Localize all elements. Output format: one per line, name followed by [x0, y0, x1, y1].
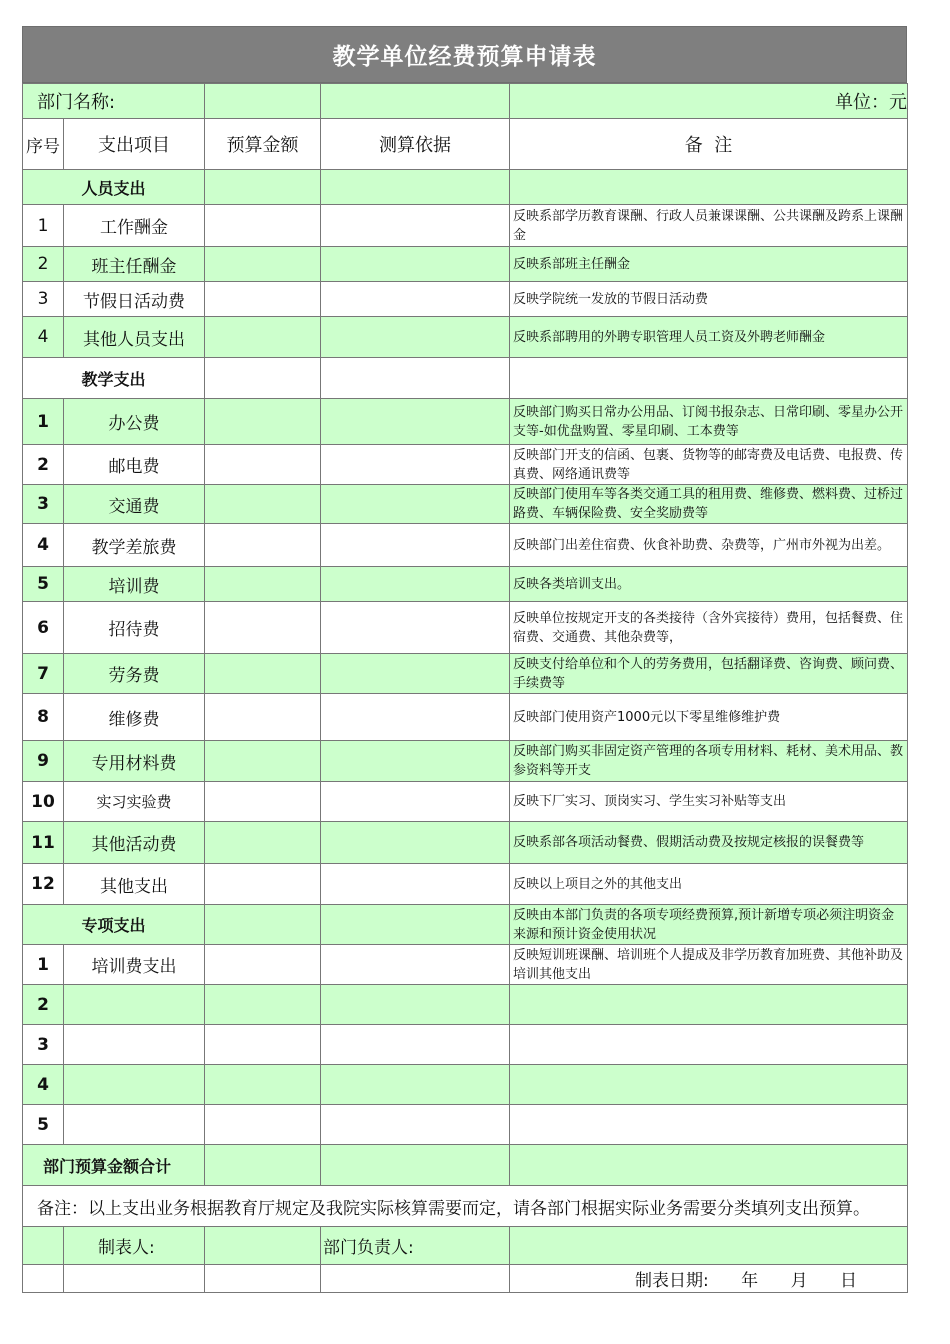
remark-row	[23, 1186, 908, 1227]
row-number: 4	[23, 317, 64, 358]
row-number: 1	[23, 945, 64, 985]
basis-cell[interactable]	[321, 1065, 510, 1105]
amount-cell[interactable]	[205, 694, 321, 741]
row-item: 其他活动费	[64, 822, 205, 864]
row-note	[510, 1025, 908, 1065]
row-number: 5	[23, 567, 64, 602]
date-row	[23, 1265, 908, 1293]
amount-cell[interactable]	[205, 945, 321, 985]
row-item: 培训费支出	[64, 945, 205, 985]
amount-cell[interactable]	[205, 1105, 321, 1145]
row-number: 3	[23, 1025, 64, 1065]
section-special: 专项支出	[23, 905, 205, 945]
sheet-title: 教学单位经费预算申请表	[22, 26, 907, 83]
row-number: 8	[23, 694, 64, 741]
amount-cell[interactable]	[205, 358, 321, 399]
amount-cell[interactable]	[205, 822, 321, 864]
teaching-rows	[23, 399, 908, 905]
row-item: 劳务费	[64, 654, 205, 694]
amount-cell[interactable]	[205, 602, 321, 654]
row-number: 1	[23, 205, 64, 247]
section-row-personnel	[23, 170, 908, 205]
table-row	[23, 205, 908, 247]
basis-cell[interactable]	[321, 1025, 510, 1065]
row-number: 9	[23, 741, 64, 782]
row-note: 反映各类培训支出。	[510, 567, 908, 602]
row-number: 11	[23, 822, 64, 864]
row-note	[510, 985, 908, 1025]
basis-cell[interactable]	[321, 741, 510, 782]
basis-cell[interactable]	[321, 485, 510, 524]
row-number: 4	[23, 1065, 64, 1105]
amount-cell[interactable]	[205, 205, 321, 247]
table-row	[23, 654, 908, 694]
row-number: 3	[23, 485, 64, 524]
amount-cell[interactable]	[205, 282, 321, 317]
section-row-teaching	[23, 358, 908, 399]
amount-cell[interactable]	[205, 1065, 321, 1105]
basis-cell[interactable]	[321, 205, 510, 247]
row-number: 10	[23, 782, 64, 822]
basis-cell[interactable]	[321, 985, 510, 1025]
amount-cell[interactable]	[205, 864, 321, 905]
table-row	[23, 782, 908, 822]
amount-cell[interactable]	[205, 1025, 321, 1065]
amount-cell[interactable]	[205, 905, 321, 945]
date-blank	[321, 1265, 510, 1293]
signature-blank	[23, 1227, 64, 1265]
amount-cell[interactable]	[205, 485, 321, 524]
header-amount: 预算金额	[205, 119, 321, 170]
row-item: 邮电费	[64, 445, 205, 485]
table-row	[23, 485, 908, 524]
total-label: 部门预算金额合计	[23, 1145, 205, 1186]
preparer-value[interactable]	[205, 1227, 321, 1265]
table-row	[23, 399, 908, 445]
row-item: 维修费	[64, 694, 205, 741]
row-item: 节假日活动费	[64, 282, 205, 317]
special-rows	[23, 945, 908, 1145]
amount-cell[interactable]	[205, 782, 321, 822]
basis-cell[interactable]	[321, 864, 510, 905]
row-note: 反映系部各项活动餐费、假期活动费及按规定核报的误餐费等	[510, 822, 908, 864]
row-item: 其他支出	[64, 864, 205, 905]
section-teaching: 教学支出	[23, 358, 205, 399]
row-number: 12	[23, 864, 64, 905]
table-row	[23, 602, 908, 654]
dept-value-cell[interactable]	[321, 84, 510, 119]
amount-cell[interactable]	[205, 247, 321, 282]
budget-sheet	[22, 26, 907, 1293]
row-item: 班主任酬金	[64, 247, 205, 282]
amount-cell[interactable]	[205, 317, 321, 358]
table-row	[23, 524, 908, 567]
amount-cell[interactable]	[205, 985, 321, 1025]
dept-row	[23, 84, 908, 119]
row-number: 4	[23, 524, 64, 567]
basis-cell[interactable]	[321, 782, 510, 822]
date-blank	[64, 1265, 205, 1293]
row-note: 反映系部班主任酬金	[510, 247, 908, 282]
total-basis-cell[interactable]	[321, 1145, 510, 1186]
unit-label: 单位：元	[510, 84, 908, 119]
basis-cell[interactable]	[321, 822, 510, 864]
section-row-special	[23, 905, 908, 945]
basis-cell[interactable]	[321, 170, 510, 205]
row-note: 反映部门出差住宿费、伙食补助费、杂费等，广州市外视为出差。	[510, 524, 908, 567]
row-item: 其他人员支出	[64, 317, 205, 358]
row-number: 6	[23, 602, 64, 654]
basis-cell[interactable]	[321, 654, 510, 694]
basis-cell[interactable]	[321, 524, 510, 567]
dept-head-value[interactable]	[510, 1227, 908, 1265]
amount-cell[interactable]	[205, 170, 321, 205]
header-no: 序号	[23, 119, 64, 170]
personnel-rows	[23, 205, 908, 358]
date-blank	[23, 1265, 64, 1293]
row-note: 反映部门使用资产1000元以下零星维修维护费	[510, 694, 908, 741]
row-number: 2	[23, 247, 64, 282]
dept-head-label: 部门负责人:	[321, 1227, 510, 1265]
table-row	[23, 985, 908, 1025]
row-note: 反映部门开支的信函、包裹、货物等的邮寄费及电话费、电报费、传真费、网络通讯费等	[510, 445, 908, 485]
row-item: 教学差旅费	[64, 524, 205, 567]
table-row	[23, 741, 908, 782]
row-note: 反映支付给单位和个人的劳务费用，包括翻译费、咨询费、顾问费、手续费等	[510, 654, 908, 694]
basis-cell[interactable]	[321, 1105, 510, 1145]
date-blank	[205, 1265, 321, 1293]
table-row	[23, 282, 908, 317]
header-item: 支出项目	[64, 119, 205, 170]
amount-cell[interactable]	[205, 399, 321, 445]
row-item: 招待费	[64, 602, 205, 654]
row-item: 实习实验费	[64, 782, 205, 822]
section-special-note: 反映由本部门负责的各项专项经费预算,预计新增专项必须注明资金来源和预计资金使用状况	[510, 905, 908, 945]
table-row	[23, 1025, 908, 1065]
row-note: 反映部门购买非固定资产管理的各项专用材料、耗材、美术用品、教参资料等开支	[510, 741, 908, 782]
row-note: 反映部门使用车等各类交通工具的租用费、维修费、燃料费、过桥过路费、车辆保险费、安全奖励费等	[510, 485, 908, 524]
amount-cell[interactable]	[205, 524, 321, 567]
total-amount-cell[interactable]	[205, 1145, 321, 1186]
table-row	[23, 822, 908, 864]
header-note: 备 注	[510, 119, 908, 170]
amount-cell[interactable]	[205, 445, 321, 485]
note-cell	[510, 170, 908, 205]
basis-cell[interactable]	[321, 905, 510, 945]
row-item: 专用材料费	[64, 741, 205, 782]
table-row	[23, 247, 908, 282]
row-number: 3	[23, 282, 64, 317]
row-note: 反映学院统一发放的节假日活动费	[510, 282, 908, 317]
basis-cell[interactable]	[321, 567, 510, 602]
row-item	[64, 1065, 205, 1105]
basis-cell[interactable]	[321, 317, 510, 358]
basis-cell[interactable]	[321, 694, 510, 741]
table-row	[23, 445, 908, 485]
row-note: 反映系部聘用的外聘专职管理人员工资及外聘老师酬金	[510, 317, 908, 358]
table-row	[23, 317, 908, 358]
row-item	[64, 985, 205, 1025]
basis-cell[interactable]	[321, 247, 510, 282]
row-number: 2	[23, 985, 64, 1025]
signature-row	[23, 1227, 908, 1265]
basis-cell[interactable]	[321, 399, 510, 445]
table-row	[23, 945, 908, 985]
header-row	[23, 119, 908, 170]
amount-cell[interactable]	[205, 567, 321, 602]
amount-cell[interactable]	[205, 741, 321, 782]
budget-table	[22, 83, 908, 1293]
section-personnel: 人员支出	[23, 170, 205, 205]
row-item: 办公费	[64, 399, 205, 445]
table-row	[23, 567, 908, 602]
row-note: 反映以上项目之外的其他支出	[510, 864, 908, 905]
table-row	[23, 1065, 908, 1105]
row-item: 工作酬金	[64, 205, 205, 247]
row-note: 反映部门购买日常办公用品、订阅书报杂志、日常印刷、零星办公开支等-如优盘购置、零星印刷、工本费等	[510, 399, 908, 445]
row-number: 1	[23, 399, 64, 445]
row-item: 交通费	[64, 485, 205, 524]
remark-text: 备注：以上支出业务根据教育厅规定及我院实际核算需要而定，请各部门根据实际业务需要分类填列支出预算。	[23, 1186, 908, 1227]
basis-cell[interactable]	[321, 358, 510, 399]
row-item	[64, 1025, 205, 1065]
row-note	[510, 1105, 908, 1145]
table-row	[23, 1105, 908, 1145]
basis-cell[interactable]	[321, 282, 510, 317]
row-note: 反映系部学历教育课酬、行政人员兼课课酬、公共课酬及跨系上课酬金	[510, 205, 908, 247]
date-label: 制表日期: 年 月 日	[510, 1265, 908, 1293]
basis-cell[interactable]	[321, 445, 510, 485]
row-item: 培训费	[64, 567, 205, 602]
row-note: 反映下厂实习、顶岗实习、学生实习补贴等支出	[510, 782, 908, 822]
amount-cell[interactable]	[205, 654, 321, 694]
row-item	[64, 1105, 205, 1145]
basis-cell[interactable]	[321, 602, 510, 654]
total-row	[23, 1145, 908, 1186]
preparer-label: 制表人:	[64, 1227, 205, 1265]
row-number: 7	[23, 654, 64, 694]
table-row	[23, 864, 908, 905]
note-cell	[510, 358, 908, 399]
dept-value-cell[interactable]	[205, 84, 321, 119]
header-basis: 测算依据	[321, 119, 510, 170]
row-note	[510, 1065, 908, 1105]
basis-cell[interactable]	[321, 945, 510, 985]
row-note: 反映短训班课酬、培训班个人提成及非学历教育加班费、其他补助及培训其他支出	[510, 945, 908, 985]
row-number: 5	[23, 1105, 64, 1145]
row-number: 2	[23, 445, 64, 485]
row-note: 反映单位按规定开支的各类接待（含外宾接待）费用，包括餐费、住宿费、交通费、其他杂费等，	[510, 602, 908, 654]
table-row	[23, 694, 908, 741]
total-note-cell	[510, 1145, 908, 1186]
dept-label: 部门名称:	[23, 84, 205, 119]
